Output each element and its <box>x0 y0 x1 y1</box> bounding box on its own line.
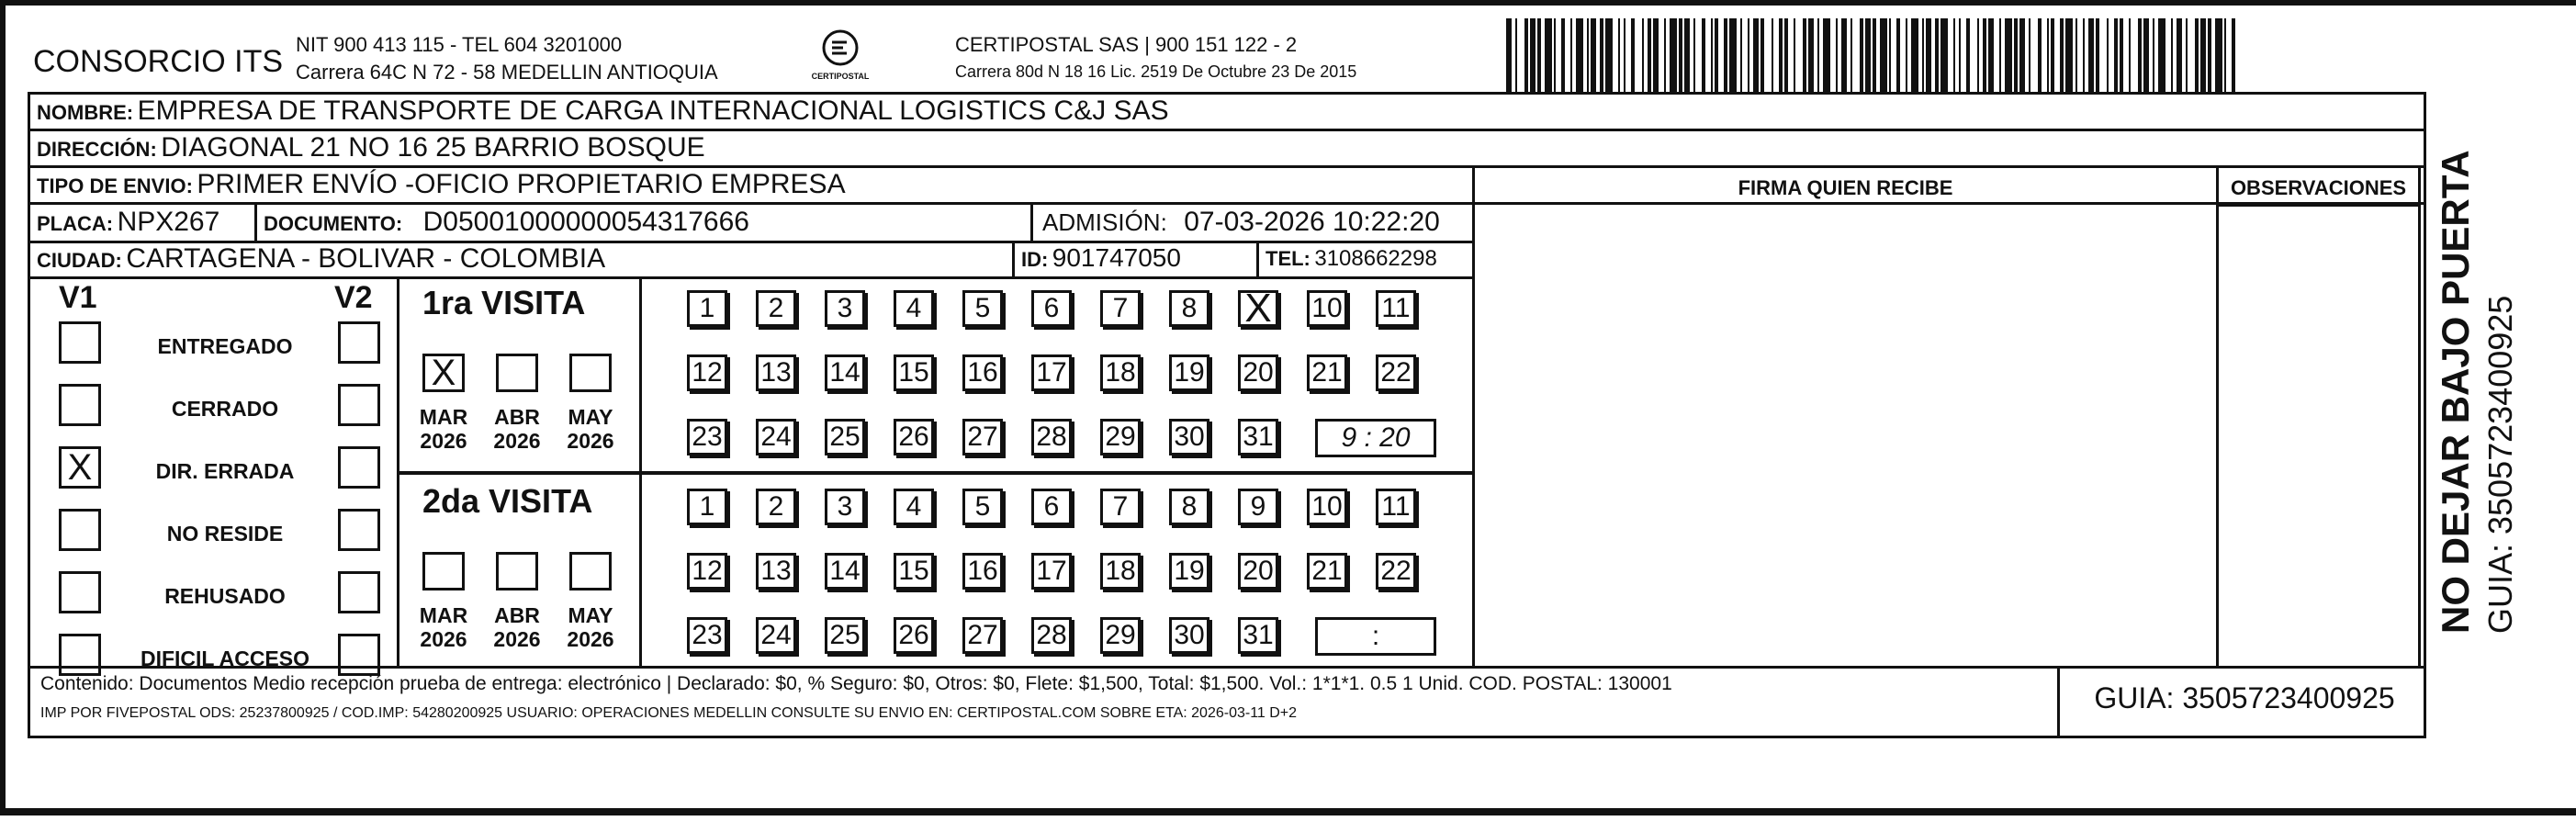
month-label: MAR <box>419 405 468 429</box>
day-number: 16 <box>967 556 998 586</box>
day-number: 22 <box>1380 357 1412 388</box>
year-label: 2026 <box>567 627 614 651</box>
day-number: 20 <box>1243 357 1274 388</box>
v2-checkbox[interactable] <box>338 446 380 489</box>
month-checkbox[interactable] <box>422 552 465 590</box>
row-line <box>28 165 2426 168</box>
day-box[interactable] <box>894 489 934 525</box>
day-box[interactable] <box>756 617 796 654</box>
day-number: 4 <box>906 293 922 323</box>
day-number: 22 <box>1380 556 1412 586</box>
direccion-label: DIRECCIÓN: <box>37 138 157 161</box>
day-number: 25 <box>829 422 861 452</box>
row-line <box>28 129 2426 131</box>
v1-checkbox[interactable] <box>59 321 101 364</box>
month-label: MAY <box>568 603 613 627</box>
side-warning-line2: GUIA: 3505723400925 <box>2481 295 2519 634</box>
col-guia-divider <box>2057 666 2060 738</box>
tel-value: 3108662298 <box>1314 246 1437 271</box>
month-label: ABR <box>494 603 540 627</box>
day-number: 12 <box>692 357 723 388</box>
day-box[interactable] <box>1307 553 1347 590</box>
tel-label: TEL: <box>1266 247 1310 270</box>
day-number: 6 <box>1043 491 1060 522</box>
day-box[interactable] <box>1169 489 1209 525</box>
month-checkbox[interactable] <box>569 354 612 392</box>
placa-label: PLACA: <box>37 212 114 235</box>
visit-title: 2da VISITA <box>422 482 593 520</box>
company-name: CONSORCIO ITS <box>33 44 284 79</box>
day-number: 7 <box>1112 491 1129 522</box>
day-number: 8 <box>1181 491 1198 522</box>
day-number: 13 <box>760 556 792 586</box>
year-label: 2026 <box>420 429 467 453</box>
day-box[interactable] <box>1169 553 1209 590</box>
v2-checkbox[interactable] <box>338 384 380 426</box>
page-top-border <box>0 0 2576 6</box>
col-obs-right <box>2418 165 2421 666</box>
day-box[interactable] <box>962 617 1003 654</box>
day-number: 11 <box>1381 293 1411 323</box>
day-number: 17 <box>1036 556 1067 586</box>
status-item-label: ENTREGADO <box>157 334 293 358</box>
day-number: 30 <box>1174 620 1205 650</box>
barcode <box>1506 18 2241 92</box>
time-box[interactable] <box>1315 617 1436 656</box>
day-number: 26 <box>898 620 929 650</box>
day-number: 5 <box>974 293 991 323</box>
nombre-row <box>37 96 1169 127</box>
status-item-label: NO RESIDE <box>166 522 284 545</box>
day-box[interactable] <box>1307 354 1347 391</box>
day-box[interactable] <box>1238 617 1278 654</box>
day-number: 19 <box>1174 357 1205 388</box>
documento-label: DOCUMENTO: <box>264 212 403 235</box>
day-box[interactable] <box>962 354 1003 391</box>
status-item-label: REHUSADO <box>164 584 286 608</box>
day-box[interactable] <box>1169 354 1209 391</box>
v1-checkbox[interactable]: X <box>59 446 101 489</box>
visit-grid-divider <box>639 276 642 666</box>
day-box[interactable] <box>1238 489 1278 525</box>
v1-checkbox[interactable] <box>59 634 101 676</box>
footer-contenido: Contenido: Documentos Medio recepción prueba de entrega: electrónico | Declarado: $0, % Seguro: $0, Otros: $0, Flete: $1,500, Total: $1,500. Vol.: 1*1*1. 0.5 1 Unid. COD. POSTAL: 130001 <box>40 673 1672 694</box>
day-number: 19 <box>1174 556 1205 586</box>
v2-checkbox[interactable] <box>338 509 380 551</box>
day-number: 20 <box>1243 556 1274 586</box>
documento-value: D05001000000054317666 <box>422 207 749 237</box>
day-box[interactable] <box>1376 290 1416 327</box>
day-number: 4 <box>906 491 922 522</box>
day-box[interactable] <box>825 553 865 590</box>
v2-checkbox[interactable] <box>338 321 380 364</box>
side-warning <box>2434 83 2535 634</box>
day-number: 26 <box>898 422 929 452</box>
day-box[interactable] <box>825 489 865 525</box>
nombre-label: NOMBRE: <box>37 101 134 124</box>
day-box[interactable] <box>756 489 796 525</box>
page-left-border <box>0 0 6 808</box>
day-number: 12 <box>692 556 723 586</box>
month-checkbox[interactable] <box>496 552 538 590</box>
day-number: 15 <box>898 357 929 388</box>
day-box[interactable] <box>1238 286 1278 331</box>
admision-value: 07-03-2026 10:22:20 <box>1184 207 1440 237</box>
row-line <box>28 202 2426 205</box>
day-number: 7 <box>1112 293 1129 323</box>
tel-row <box>1266 246 1437 272</box>
direccion-row <box>37 132 705 163</box>
placa-value: NPX267 <box>117 207 220 237</box>
day-box[interactable] <box>1031 354 1072 391</box>
day-box[interactable] <box>1100 354 1141 391</box>
day-number: 9 <box>1250 491 1266 522</box>
year-label: 2026 <box>493 627 541 651</box>
visit-divider <box>397 471 1472 475</box>
day-number: 29 <box>1105 422 1136 452</box>
day-number: 18 <box>1105 556 1136 586</box>
day-number: 28 <box>1036 422 1067 452</box>
day-number: 5 <box>974 491 991 522</box>
day-number: 6 <box>1043 293 1060 323</box>
day-box[interactable] <box>1238 553 1278 590</box>
status-item-label: DIFICIL ACCESO <box>140 647 309 670</box>
time-box[interactable] <box>1315 419 1436 457</box>
admision-row <box>1042 207 1440 238</box>
row-line <box>28 666 2426 669</box>
tipo-label: TIPO DE ENVIO: <box>37 174 193 197</box>
v2-checkbox[interactable] <box>338 571 380 613</box>
day-box[interactable] <box>1238 419 1278 455</box>
col-obs-divider <box>2216 165 2219 666</box>
day-number: 23 <box>692 422 723 452</box>
day-number: 14 <box>829 357 861 388</box>
id-label: ID: <box>1021 248 1049 271</box>
v1-checkbox[interactable] <box>59 384 101 426</box>
day-box[interactable] <box>1031 553 1072 590</box>
year-label: 2026 <box>567 429 614 453</box>
day-number: 10 <box>1311 491 1343 522</box>
logo-caption: CERTIPOSTAL <box>811 72 870 81</box>
day-box[interactable] <box>1031 489 1072 525</box>
ciudad-label: CIUDAD: <box>37 249 122 272</box>
day-box[interactable] <box>1031 290 1072 327</box>
v1-checkbox[interactable] <box>59 509 101 551</box>
ciudad-row <box>37 243 605 275</box>
placa-row <box>37 207 219 238</box>
day-number: 10 <box>1311 293 1343 323</box>
status-item-label: DIR. ERRADA <box>155 459 295 483</box>
day-number: 28 <box>1036 620 1067 650</box>
day-number: 23 <box>692 620 723 650</box>
ciudad-value: CARTAGENA - BOLIVAR - COLOMBIA <box>126 243 606 274</box>
day-number: 14 <box>829 556 861 586</box>
month-label: ABR <box>494 405 540 429</box>
day-box[interactable] <box>687 489 727 525</box>
status-item-label: CERRADO <box>171 397 279 421</box>
day-box[interactable] <box>825 419 865 455</box>
day-box[interactable] <box>1169 419 1209 455</box>
day-box[interactable] <box>687 553 727 590</box>
day-number: 24 <box>760 422 792 452</box>
day-number: 30 <box>1174 422 1205 452</box>
month-checkbox[interactable] <box>569 552 612 590</box>
day-number: 11 <box>1381 491 1411 522</box>
day-number: 21 <box>1311 556 1343 586</box>
v1-checkbox[interactable] <box>59 571 101 613</box>
day-box[interactable] <box>1307 489 1347 525</box>
company-address: Carrera 64C N 72 - 58 MEDELLIN ANTIOQUIA <box>296 61 718 84</box>
day-box[interactable] <box>1169 617 1209 654</box>
day-number: 3 <box>837 491 853 522</box>
tipo-value: PRIMER ENVÍO -OFICIO PROPIETARIO EMPRESA <box>197 169 846 199</box>
day-box[interactable] <box>1100 290 1141 327</box>
day-number: 2 <box>768 491 784 522</box>
id-row <box>1021 243 1181 273</box>
day-box[interactable] <box>962 419 1003 455</box>
day-box[interactable] <box>1238 354 1278 391</box>
certipostal-address: Carrera 80d N 18 16 Lic. 2519 De Octubre 23 De 2015 <box>955 62 1357 81</box>
day-box[interactable] <box>894 354 934 391</box>
day-box[interactable] <box>687 354 727 391</box>
month-label: MAR <box>419 603 468 627</box>
day-box[interactable] <box>962 489 1003 525</box>
firma-header-line <box>2216 204 2421 207</box>
tipo-row <box>37 169 846 200</box>
day-box[interactable] <box>825 290 865 327</box>
id-divider <box>1012 241 1015 276</box>
v2-label: V2 <box>334 280 373 315</box>
footer-guia: GUIA: 3505723400925 <box>2094 681 2395 714</box>
visit-title: 1ra VISITA <box>422 284 586 321</box>
day-box[interactable] <box>1031 617 1072 654</box>
admision-divider <box>1030 202 1033 241</box>
day-box[interactable] <box>1100 617 1141 654</box>
day-box[interactable] <box>1169 290 1209 327</box>
day-box[interactable] <box>962 290 1003 327</box>
day-mark: X <box>1244 286 1272 331</box>
day-number: 1 <box>699 491 715 522</box>
day-box[interactable] <box>687 290 727 327</box>
time-value: 9 : 20 <box>1341 422 1411 453</box>
day-box[interactable] <box>1100 489 1141 525</box>
day-box[interactable] <box>962 553 1003 590</box>
row-line <box>28 276 1474 279</box>
tel-divider <box>1256 241 1259 276</box>
day-box[interactable] <box>687 419 727 455</box>
day-number: 27 <box>967 620 998 650</box>
month-checkbox[interactable]: X <box>422 354 465 392</box>
page-bottom-border <box>0 808 2576 815</box>
firma-header: FIRMA QUIEN RECIBE <box>1738 176 1953 199</box>
time-value: : <box>1371 621 1380 651</box>
day-box[interactable] <box>1376 354 1416 391</box>
day-number: 29 <box>1105 620 1136 650</box>
day-box[interactable] <box>687 617 727 654</box>
day-box[interactable] <box>894 419 934 455</box>
day-number: 27 <box>967 422 998 452</box>
day-number: 13 <box>760 357 792 388</box>
v2-checkbox[interactable] <box>338 634 380 676</box>
footer-imp: IMP POR FIVEPOSTAL ODS: 25237800925 / COD.IMP: 54280200925 USUARIO: OPERACIONES MEDELLIN CONSULTE SU ENVIO EN: CERTIPOSTAL.COM SOBRE ETA: 2026-03-11 D+2 <box>40 705 1298 721</box>
placa-divider <box>254 202 257 241</box>
month-checkbox[interactable] <box>496 354 538 392</box>
certipostal-info: CERTIPOSTAL SAS | 900 151 122 - 2 <box>955 33 1298 56</box>
admision-label: ADMISIÓN: <box>1042 208 1167 236</box>
day-number: 8 <box>1181 293 1198 323</box>
side-warning-line1: NO DEJAR BAJO PUERTA <box>2434 150 2477 634</box>
day-number: 25 <box>829 620 861 650</box>
day-number: 31 <box>1243 422 1274 452</box>
day-number: 2 <box>768 293 784 323</box>
month-label: MAY <box>568 405 613 429</box>
documento-row <box>264 207 749 238</box>
v1-label: V1 <box>59 280 97 315</box>
company-nit: NIT 900 413 115 - TEL 604 3201000 <box>296 33 623 56</box>
day-box[interactable] <box>1307 290 1347 327</box>
day-number: 16 <box>967 357 998 388</box>
year-label: 2026 <box>420 627 467 651</box>
observaciones-header: OBSERVACIONES <box>2230 176 2407 199</box>
day-number: 15 <box>898 556 929 586</box>
day-box[interactable] <box>1100 553 1141 590</box>
day-number: 24 <box>760 620 792 650</box>
day-box[interactable] <box>894 617 934 654</box>
day-box[interactable] <box>825 617 865 654</box>
day-number: 31 <box>1243 620 1274 650</box>
day-box[interactable] <box>1031 419 1072 455</box>
day-box[interactable] <box>825 354 865 391</box>
day-number: 3 <box>837 293 853 323</box>
day-box[interactable] <box>1376 489 1416 525</box>
day-box[interactable] <box>894 290 934 327</box>
day-number: 21 <box>1311 357 1343 388</box>
day-number: 18 <box>1105 357 1136 388</box>
day-box[interactable] <box>756 553 796 590</box>
day-box[interactable] <box>1100 419 1141 455</box>
day-box[interactable] <box>1376 553 1416 590</box>
day-box[interactable] <box>894 553 934 590</box>
day-box[interactable] <box>756 290 796 327</box>
col-firma-divider <box>1472 165 1475 666</box>
day-number: 17 <box>1036 357 1067 388</box>
day-box[interactable] <box>756 354 796 391</box>
direccion-value: DIAGONAL 21 NO 16 25 BARRIO BOSQUE <box>161 132 705 163</box>
id-value: 901747050 <box>1052 243 1181 272</box>
day-number: 1 <box>699 293 715 323</box>
day-box[interactable] <box>756 419 796 455</box>
year-label: 2026 <box>493 429 541 453</box>
nombre-value: EMPRESA DE TRANSPORTE DE CARGA INTERNACIONAL LOGISTICS C&J SAS <box>137 96 1169 126</box>
